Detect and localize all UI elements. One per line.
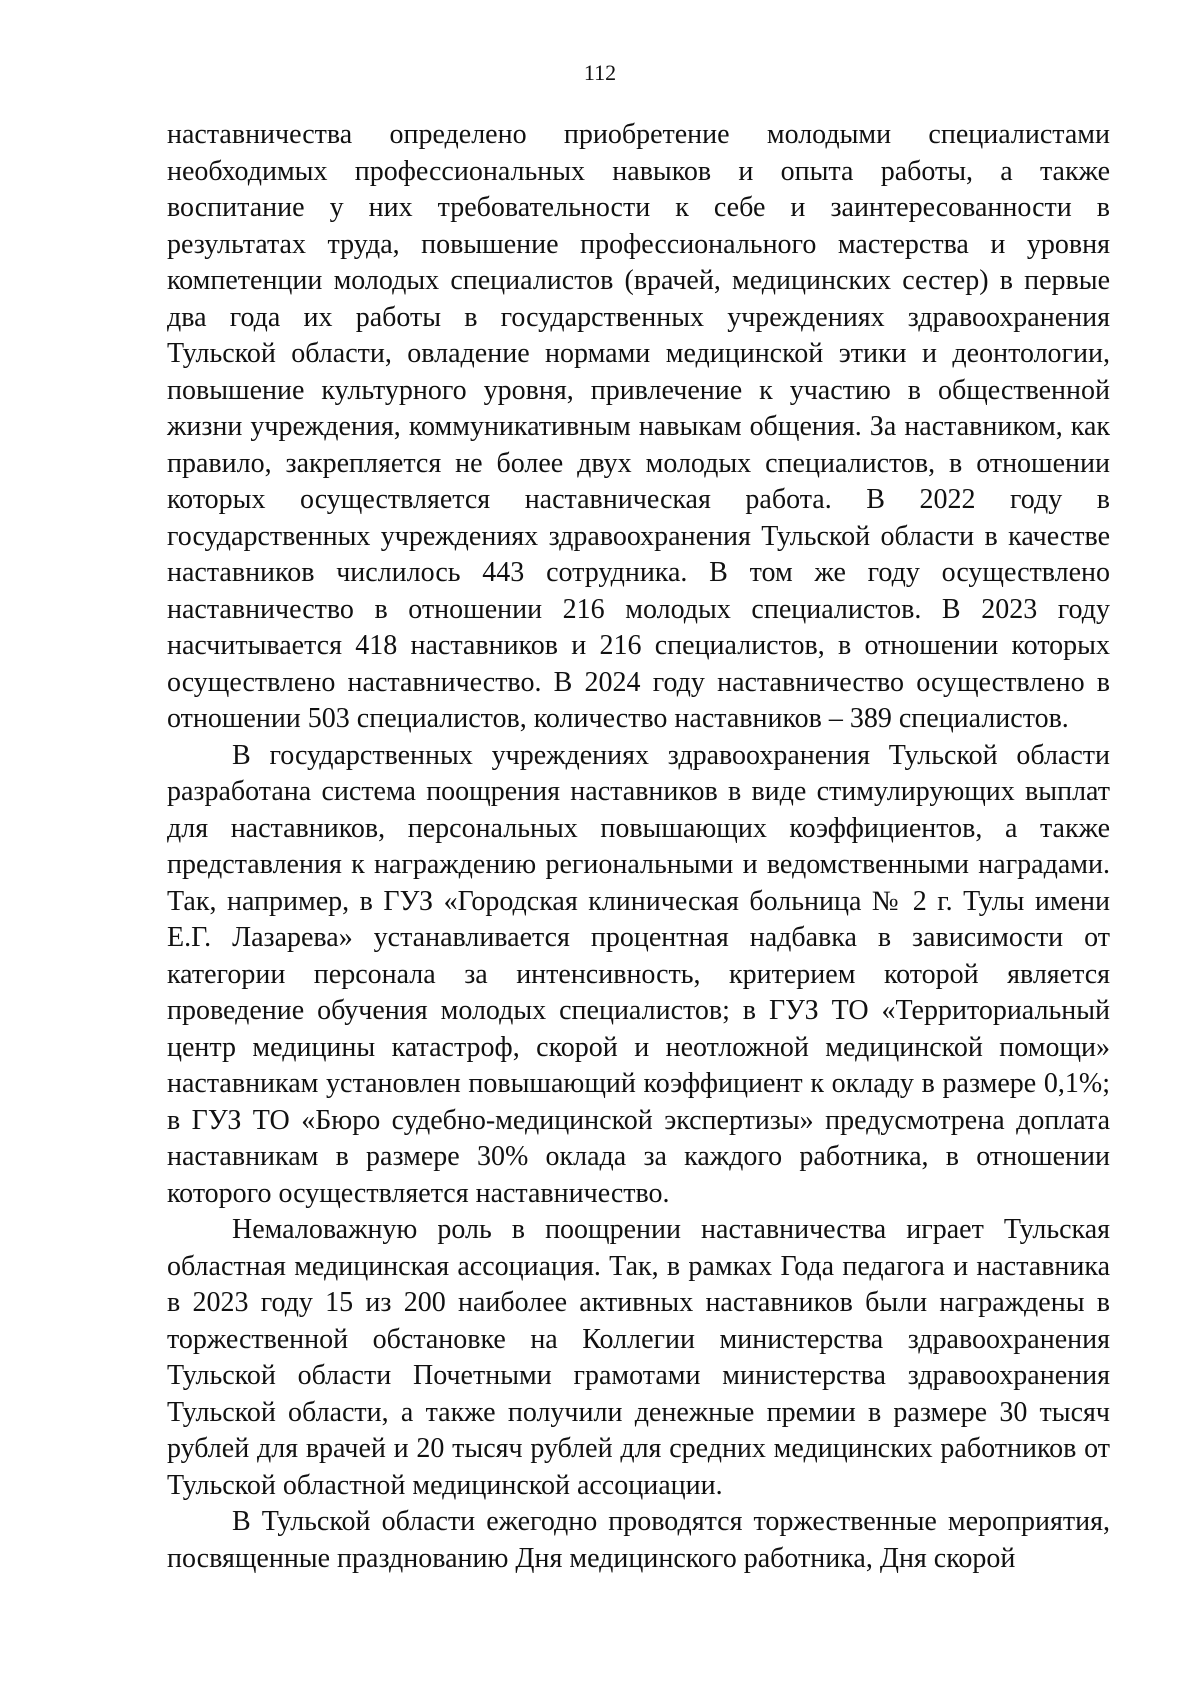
paragraph-mentorship-goals: наставничества определено приобретение молодыми специалистами необходимых профессиональных навыков и опыта работы, а также воспитание у них требовательности к себе и заинтересованности в результатах труда, повышение профессионального мастерства и уровня компетенции молодых специалистов (врачей, медицинских сестер) в первые два года их работы в государственных учреждениях здравоохранения Тульской области, овладение нормами медицинской этики и деонтологии, повышение культурного уровня, привлечение к участию в общественной жизни учреждения, коммуникативным навыкам общения. За наставником, как правило, закрепляется не более двух молодых специалистов, в отношении которых осуществляется наставническая работа. В 2022 году в государственных учреждениях здравоохранения Тульской области в качестве наставников числилось 443 сотрудника. В том же году осуществлено наставничество в отношении 216 молодых специалистов. В 2023 году насчитывается 418 наставников и 216 специалистов, в отношении которых осуществлено наставничество. В 2024 году наставничество осуществлено в отношении 503 специалистов, количество наставников – 389 специалистов. (167, 119, 1110, 734)
paragraph-celebrations: В Тульской области ежегодно проводятся торжественные мероприятия, посвященные празднованию Дня медицинского работника, Дня скорой (167, 1506, 1110, 1574)
document-body (167, 117, 1110, 1577)
paragraph-medical-association: Немаловажную роль в поощрении наставничества играет Тульская областная медицинская ассоциация. Так, в рамках Года педагога и наставника в 2023 году 15 из 200 наиболее активных наставников были награждены в торжественной обстановке на Коллегии министерства здравоохранения Тульской области Почетными грамотами министерства здравоохранения Тульской области, а также получили денежные премии в размере 30 тысяч рублей для врачей и 20 тысяч рублей для средних медицинских работников от Тульской областной медицинской ассоциации. (167, 1214, 1110, 1501)
paragraph-incentive-system: В государственных учреждениях здравоохранения Тульской области разработана система поощрения наставников в виде стимулирующих выплат для наставников, персональных повышающих коэффициентов, а также представления к награждению региональными и ведомственными наградами. Так, например, в ГУЗ «Городская клиническая больница № 2 г. Тулы имени Е.Г. Лазарева» устанавливается процентная надбавка в зависимости от категории персонала за интенсивность, критерием которой является проведение обучения молодых специалистов; в ГУЗ ТО «Территориальный центр медицины катастроф, скорой и неотложной медицинской помощи» наставникам установлен повышающий коэффициент к окладу в размере 0,1%; в ГУЗ ТО «Бюро судебно-медицинской экспертизы» предусмотрена доплата наставникам в размере 30% оклада за каждого работника, в отношении которого осуществляется наставничество. (167, 739, 1110, 1209)
page-number: 112 (583, 60, 617, 85)
